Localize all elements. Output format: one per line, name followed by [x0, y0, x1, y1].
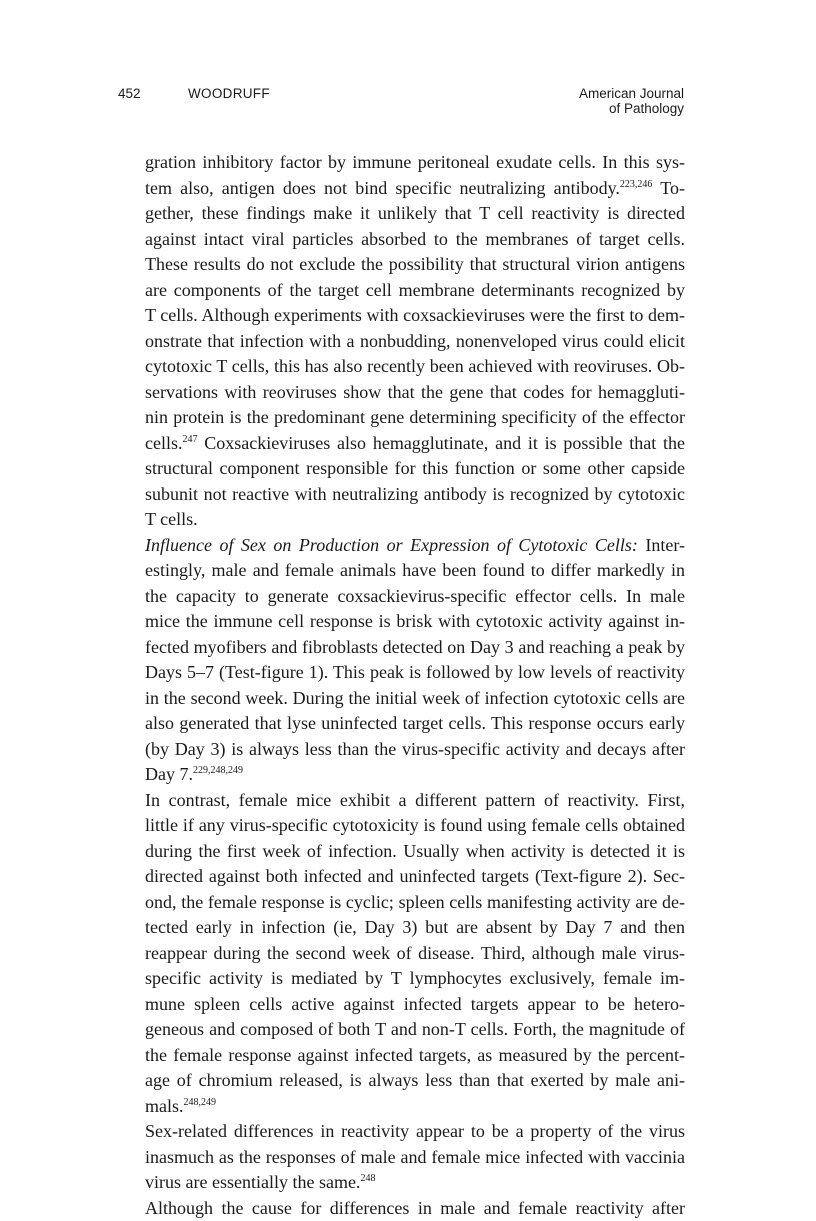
running-header — [118, 86, 684, 130]
text-line: are components of the target cell membrane determinants recognized by — [145, 278, 685, 304]
text-line: directed against both infected and uninfected targets (Text-figure 2). Sec- — [145, 864, 685, 890]
text-line: (by Day 3) is always less than the virus-specific activity and decays after — [145, 737, 685, 763]
text-line: onstrate that infection with a nonbudding, nonenveloped virus could elicit — [145, 329, 685, 355]
journal-title-line-2: of Pathology — [579, 101, 684, 116]
text-line: virus are essentially the same.$^{248}$ — [145, 1170, 685, 1196]
text-line: T cells. Although experiments with coxsackieviruses were the first to dem- — [145, 303, 685, 329]
text-line: in the second week. During the initial week of infection cytotoxic cells are — [145, 686, 685, 712]
paragraph-3 — [145, 788, 685, 1120]
paragraph-2 — [145, 533, 685, 788]
text-line: little if any virus-specific cytotoxicity is found using female cells obtained — [145, 813, 685, 839]
citation-superscript: 223,246 — [620, 179, 653, 190]
text-line: mune spleen cells active against infected targets appear to be hetero- — [145, 992, 685, 1018]
text-line: subunit not reactive with neutralizing antibody is recognized by cytotoxic — [145, 482, 685, 508]
paragraph-5 — [145, 1196, 685, 1221]
text-line: Influence of Sex on Production or Expression of Cytotoxic Cells: Inter- — [145, 533, 685, 559]
text-line: mice the immune cell response is brisk with cytotoxic activity against in- — [145, 609, 685, 635]
text-line: cytotoxic T cells, this has also recently been achieved with reoviruses. Ob- — [145, 354, 685, 380]
text-line: fected myofibers and fibroblasts detected on Day 3 and reaching a peak by — [145, 635, 685, 661]
journal-title-line-1: American Journal — [579, 86, 684, 101]
text-line: nin protein is the predominant gene determining specificity of the effector — [145, 405, 685, 431]
paragraph-4 — [145, 1119, 685, 1196]
body-text — [145, 150, 685, 1221]
text-line: mals.$^{248,249}$ — [145, 1094, 685, 1120]
citation-superscript: 247 — [183, 434, 198, 445]
text-line: specific activity is mediated by T lymphocytes exclusively, female im- — [145, 966, 685, 992]
text-line: gration inhibitory factor by immune peritoneal exudate cells. In this sys- — [145, 150, 685, 176]
text-line: servations with reoviruses show that the gene that codes for hemaggluti- — [145, 380, 685, 406]
section-run-in-heading: Influence of Sex on Production or Expression of Cytotoxic Cells: — [145, 535, 638, 555]
citation-superscript: 229,248,249 — [193, 765, 243, 776]
text-line: gether, these findings make it unlikely that T cell reactivity is directed — [145, 201, 685, 227]
text-line: during the first week of infection. Usually when activity is detected it is — [145, 839, 685, 865]
text-line: Sex-related differences in reactivity appear to be a property of the virus — [145, 1119, 685, 1145]
text-line: the female response against infected targets, as measured by the percent- — [145, 1043, 685, 1069]
text-line: also generated that lyse uninfected target cells. This response occurs early — [145, 711, 685, 737]
citation-superscript: 248 — [360, 1173, 375, 1184]
text-line: tected early in infection (ie, Day 3) but are absent by Day 7 and then — [145, 915, 685, 941]
text-line: cells.$^{247}$ Coxsackieviruses also hemagglutinate, and it is possible that the — [145, 431, 685, 457]
text-line: ond, the female response is cyclic; spleen cells manifesting activity are de- — [145, 890, 685, 916]
text-line: These results do not exclude the possibility that structural virion antigens — [145, 252, 685, 278]
text-line: inasmuch as the responses of male and female mice infected with vaccinia — [145, 1145, 685, 1171]
citation-superscript: 248,249 — [184, 1097, 217, 1108]
journal-title — [579, 86, 684, 116]
text-line: against intact viral particles absorbed to the membranes of target cells. — [145, 227, 685, 253]
page-number: 452 — [118, 86, 141, 101]
text-line: estingly, male and female animals have been found to differ markedly in — [145, 558, 685, 584]
text-line: geneous and composed of both T and non-T cells. Forth, the magnitude of — [145, 1017, 685, 1043]
text-line: In contrast, female mice exhibit a different pattern of reactivity. First, — [145, 788, 685, 814]
text-line: T cells. — [145, 507, 685, 533]
text-line: tem also, antigen does not bind specific neutralizing antibody.$^{223,246}$ To- — [145, 176, 685, 202]
text-line: Days 5–7 (Test-figure 1). This peak is followed by low levels of reactivity — [145, 660, 685, 686]
text-line: age of chromium released, is always less than that exerted by male ani- — [145, 1068, 685, 1094]
text-line: Although the cause for differences in male and female reactivity after — [145, 1196, 685, 1221]
text-line: reappear during the second week of disease. Third, although male virus- — [145, 941, 685, 967]
paragraph-1 — [145, 150, 685, 533]
text-line: Day 7.$^{229,248,249}$ — [145, 762, 685, 788]
text-line: structural component responsible for this function or some other capside — [145, 456, 685, 482]
text-line: the capacity to generate coxsackievirus-specific effector cells. In male — [145, 584, 685, 610]
running-author: WOODRUFF — [188, 86, 270, 101]
